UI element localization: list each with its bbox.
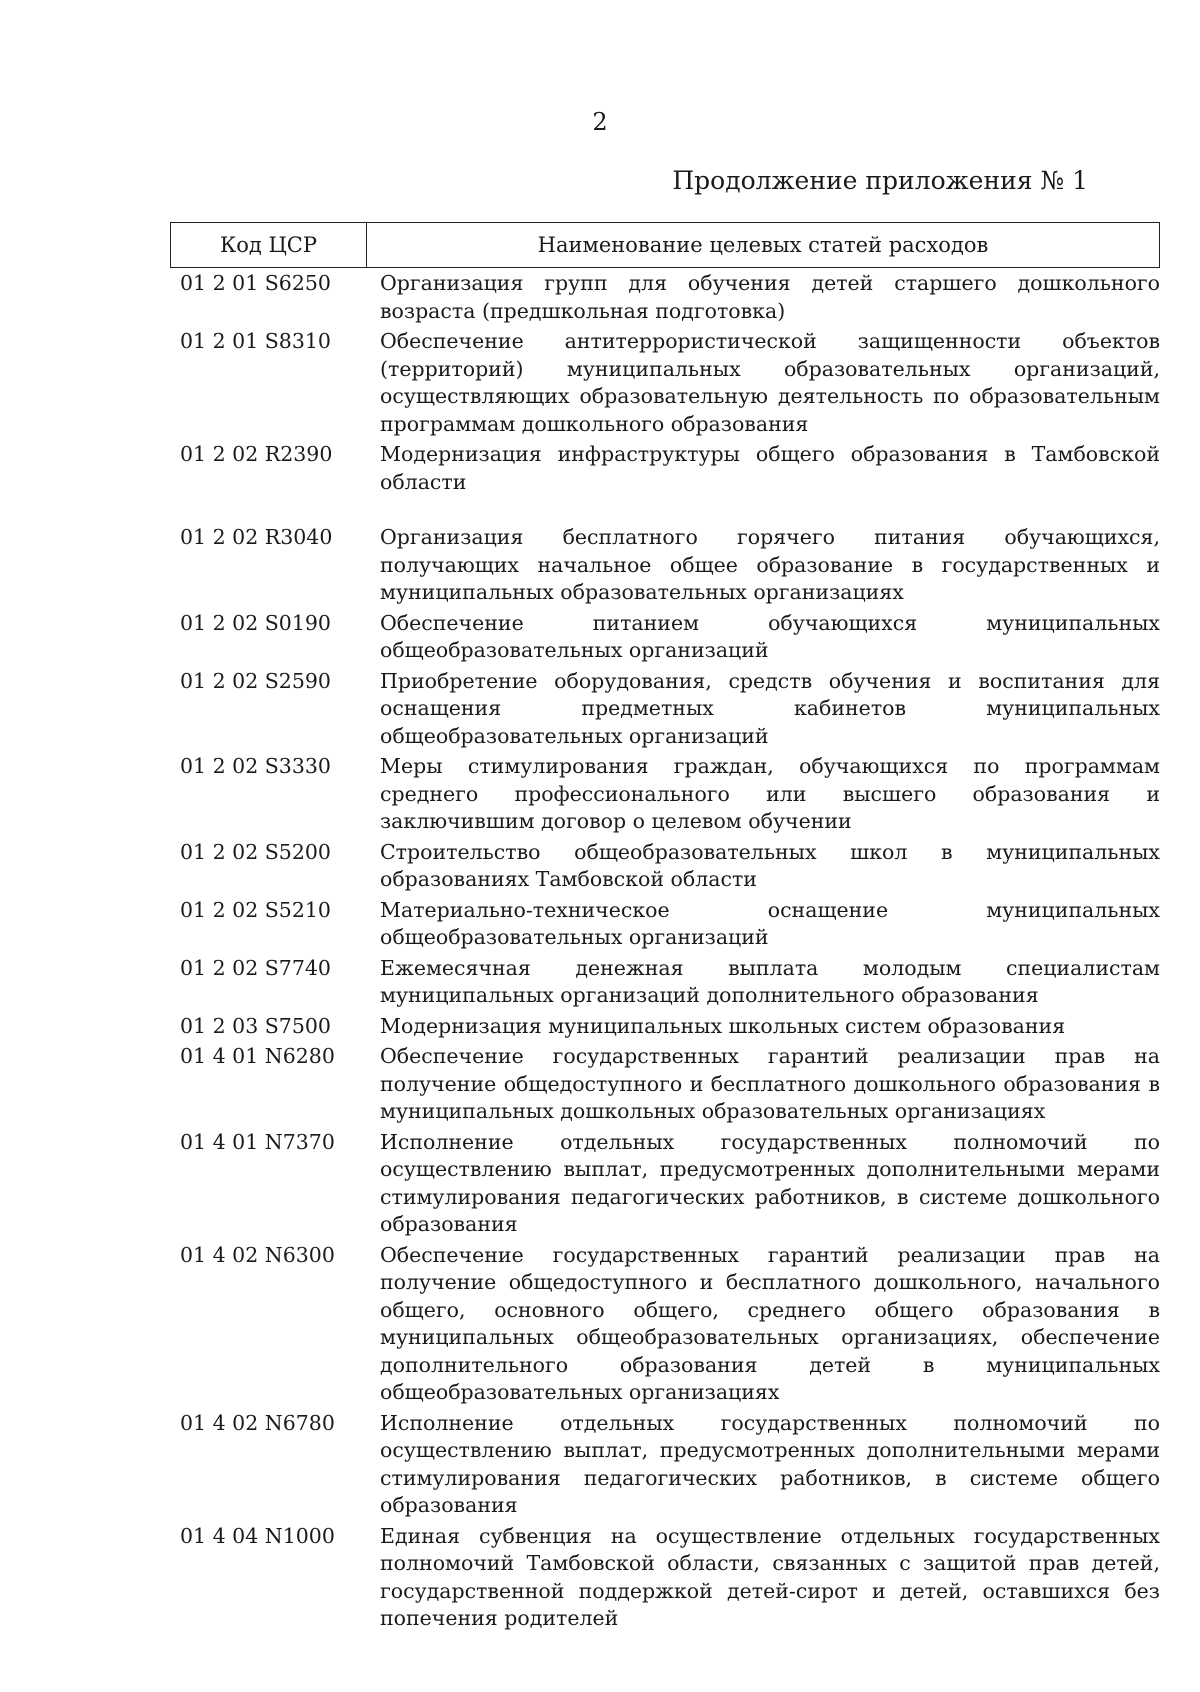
table-row [180,1013,1160,1041]
table-body [180,270,1160,1636]
row-code: 01 4 04 N1000 [180,1523,335,1548]
row-code: 01 2 01 S8310 [180,329,331,353]
row-name: Обеспечение государственных гарантий реализации прав на получение общедоступного и бесплатного дошкольного, начального общего, основного общего, среднего общего образования в муниципальных общеобразовательных организациях, обеспечение дополнительного образования детей в муниципальных общеобразовательных организациях [380,1242,1160,1404]
row-code: 01 2 02 S0190 [180,610,331,635]
row-name: Обеспечение государственных гарантий реализации прав на получение общедоступного и бесплатного дошкольного образования в муниципальных дошкольных образовательных организациях [380,1044,1160,1123]
table-row [180,328,1160,438]
row-name: Единая субвенция на осуществление отдельных государственных полномочий Тамбовской области, связанных с защитой прав детей, государственной поддержкой детей-сирот и детей, оставшихся без попечения родителей [380,1523,1160,1630]
row-name: Меры стимулирования граждан, обучающихся по программам среднего профессионального или высшего образования и заключившим договор о целевом обучении [380,754,1160,833]
row-name: Приобретение оборудования, средств обучения и воспитания для оснащения предметных кабинетов муниципальных общеобразовательных организаций [380,668,1160,748]
row-code: 01 2 02 S7740 [180,955,331,980]
table-row [180,839,1160,894]
table-row [180,1043,1160,1126]
row-name: Обеспечение антитеррористической защищенности объектов (территорий) муниципальных образовательных организаций, осуществляющих образовательную деятельность по образовательным программам дошкольного образования [380,329,1160,436]
row-code: 01 2 02 R3040 [180,525,333,549]
row-name: Материально-техническое оснащение муниципальных общеобразовательных организаций [380,897,1160,949]
row-code: 01 2 03 S7500 [180,1013,331,1038]
row-name: Обеспечение питанием обучающихся муниципальных общеобразовательных организаций [380,610,1160,662]
table-header [170,222,1160,268]
table-row [180,1242,1160,1407]
row-code: 01 4 02 N6780 [180,1410,335,1435]
row-name: Ежемесячная денежная выплата молодым специалистам муниципальных организаций дополнительного образования [380,955,1160,1007]
row-name: Исполнение отдельных государственных полномочий по осуществлению выплат, предусмотренных дополнительными мерами стимулирования педагогических работников, в системе дошкольного образования [380,1129,1160,1236]
row-name: Модернизация инфраструктуры общего образования в Тамбовской области [380,442,1160,494]
table-row [180,955,1160,1010]
table-row [180,897,1160,952]
table-row [180,753,1160,836]
row-code: 01 2 02 S3330 [180,754,331,778]
row-code: 01 4 02 N6300 [180,1242,335,1267]
header-code: Код ЦСР [171,223,367,267]
row-name: Исполнение отдельных государственных полномочий по осуществлению выплат, предусмотренных дополнительными мерами стимулирования педагогических работников, в системе общего образования [380,1410,1160,1517]
row-code: 01 4 01 N6280 [180,1044,335,1068]
table-row [180,668,1160,751]
table-row [180,524,1160,607]
table-row [180,270,1160,325]
header-name: Наименование целевых статей расходов [537,233,989,257]
row-code: 01 4 01 N7370 [180,1129,335,1154]
row-code: 01 2 02 S5200 [180,839,331,864]
appendix-title: Продолжение приложения № 1 [672,166,1088,195]
row-name: Модернизация муниципальных школьных систем образования [380,1013,1066,1038]
table-row [180,610,1160,665]
table-row [180,1129,1160,1239]
row-name: Организация групп для обучения детей старшего дошкольного возраста (предшкольная подготовка) [380,271,1160,323]
row-code: 01 2 01 S6250 [180,271,331,295]
table-row [180,441,1160,496]
row-code: 01 2 02 S5210 [180,897,331,922]
page-number: 2 [592,108,608,136]
row-name: Строительство общеобразовательных школ в муниципальных образованиях Тамбовской области [380,839,1160,891]
table-row [180,1523,1160,1633]
row-code: 01 2 02 R2390 [180,442,333,466]
table-row [180,1410,1160,1520]
row-name: Организация бесплатного горячего питания обучающихся, получающих начальное общее образование в государственных и муниципальных образовательных организациях [380,525,1160,604]
row-code: 01 2 02 S2590 [180,668,331,693]
